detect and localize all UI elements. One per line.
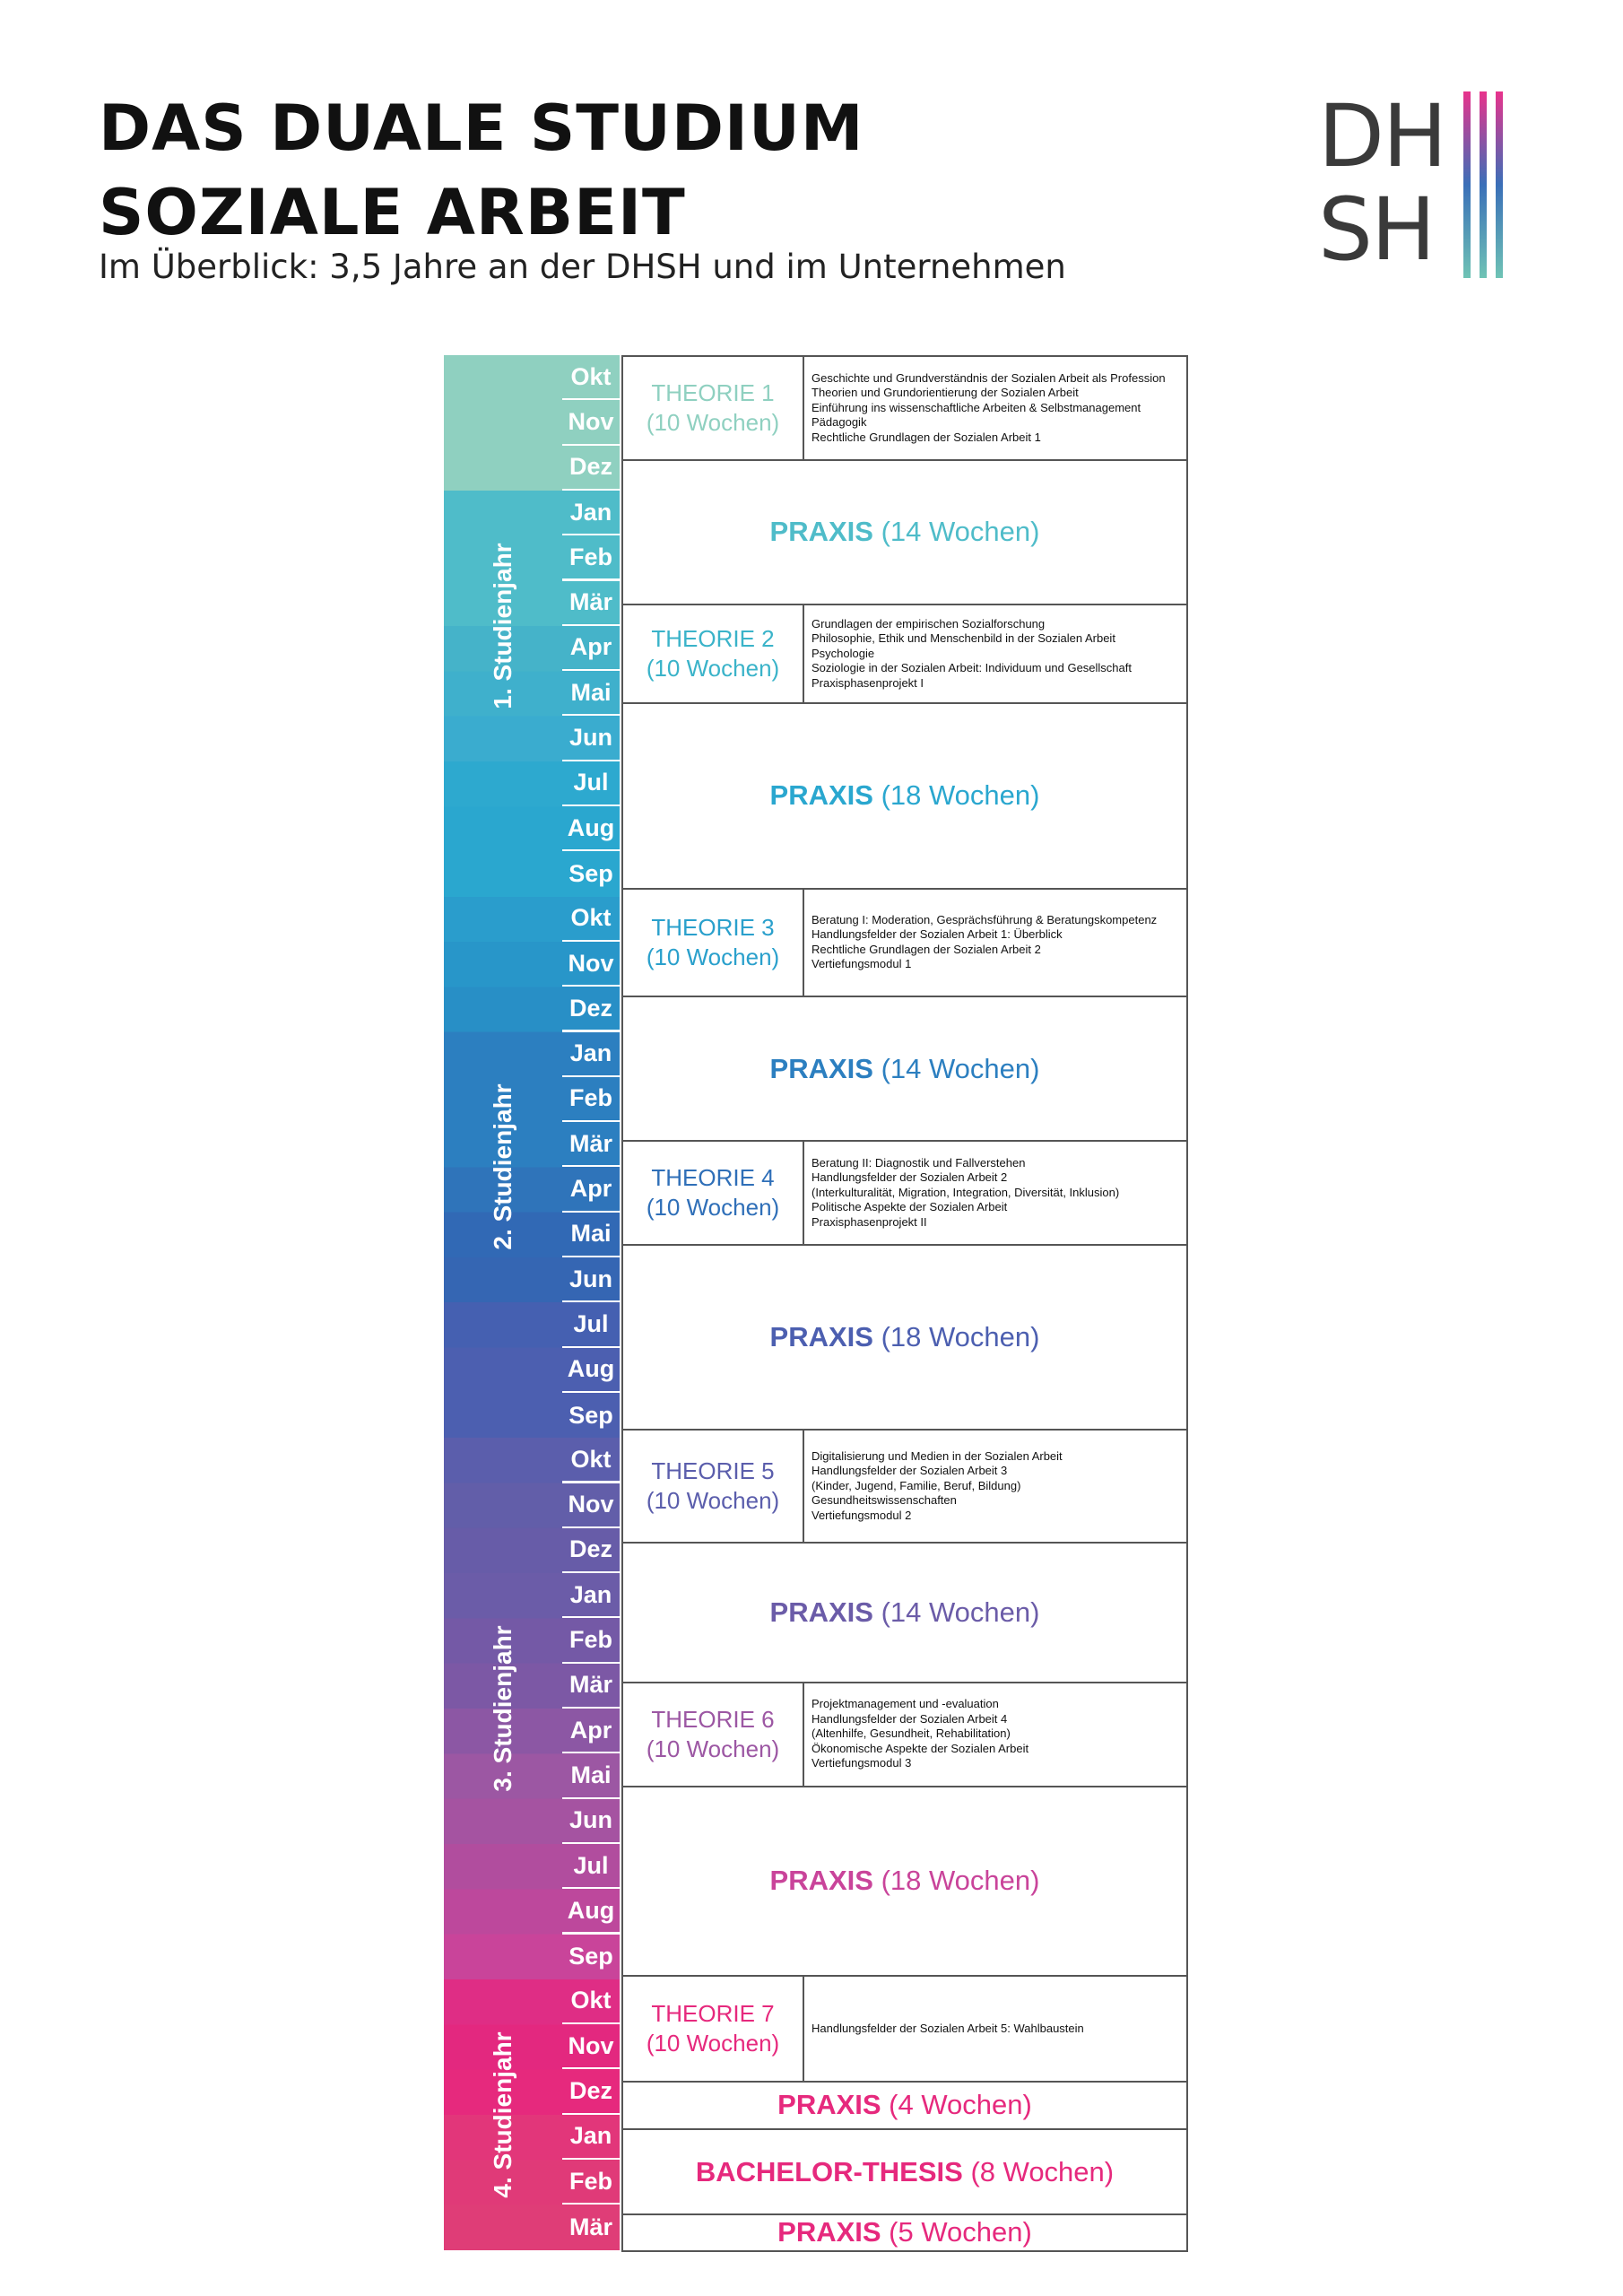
month-label: Mär — [562, 1664, 620, 1709]
phase-duration: (10 Wochen) — [646, 1487, 780, 1514]
month-label: Mai — [562, 1213, 620, 1257]
phase-name: PRAXIS — [777, 2216, 881, 2248]
month-label: Aug — [562, 806, 620, 851]
module-item: Grundlagen der empirischen Sozialforschung — [812, 616, 1046, 631]
phase-duration: (10 Wochen) — [646, 654, 780, 682]
module-item: Psychologie — [812, 646, 875, 660]
praxis-phase — [621, 2213, 1188, 2251]
phase-name: THEORIE 7 — [651, 1999, 775, 2027]
theorie-label — [623, 605, 804, 703]
module-item: Projektmanagement und -evaluation — [812, 1697, 999, 1711]
month-label: Jun — [562, 1799, 620, 1844]
month-label: Jul — [562, 1844, 620, 1889]
module-item: Praxisphasenprojekt II — [812, 1214, 927, 1229]
phase-duration: (10 Wochen) — [646, 943, 780, 970]
month-label: Jan — [562, 491, 620, 535]
praxis-label — [777, 2216, 1032, 2248]
logo-line-2: SH — [1318, 179, 1435, 280]
module-item: Praxisphasenprojekt I — [812, 675, 924, 690]
module-item: Theorien und Grundorientierung der Sozialen Arbeit — [812, 386, 1079, 400]
theorie-label — [623, 1431, 804, 1542]
theorie-label — [623, 357, 804, 459]
theorie-phase — [621, 355, 1188, 461]
phase-name: THEORIE 6 — [651, 1705, 775, 1733]
month-label: Okt — [562, 355, 620, 400]
month-label: Jun — [562, 716, 620, 761]
phase-duration: (10 Wochen) — [646, 2029, 780, 2057]
month-label: Mai — [562, 671, 620, 716]
month-label: Nov — [562, 1483, 620, 1528]
praxis-phase — [621, 702, 1188, 889]
phase-name: PRAXIS — [777, 2089, 881, 2121]
module-item: Soziologie in der Sozialen Arbeit: Individuum und Gesellschaft — [812, 661, 1132, 675]
praxis-label — [770, 516, 1040, 548]
module-list — [803, 1431, 1186, 1542]
module-item: Handlungsfelder der Sozialen Arbeit 2 — [812, 1170, 1008, 1185]
phase-name: PRAXIS — [769, 1865, 873, 1897]
month-label: Jan — [562, 1032, 620, 1077]
module-item: Geschichte und Grundverständnis der Sozialen Arbeit als Profession — [812, 370, 1166, 385]
year-label: 2. Studienjahr — [489, 1083, 516, 1250]
module-list — [803, 1683, 1186, 1786]
theorie-label — [623, 1683, 804, 1786]
module-item: Handlungsfelder der Sozialen Arbeit 3 — [812, 1464, 1008, 1478]
phase-name: BACHELOR-THESIS — [695, 2155, 963, 2187]
module-item: Vertiefungsmodul 3 — [812, 1756, 912, 1770]
theorie-phase — [621, 1140, 1188, 1246]
month-label: Nov — [562, 2024, 620, 2069]
title-line-1: DAS DUALE STUDIUM — [99, 91, 864, 165]
month-label: Apr — [562, 1167, 620, 1212]
phase-duration: (18 Wochen) — [872, 779, 1040, 812]
praxis-label — [696, 2156, 1114, 2188]
phase-name: THEORIE 5 — [651, 1457, 775, 1484]
praxis-label — [770, 1053, 1040, 1085]
month-label: Jan — [562, 2115, 620, 2160]
module-list — [803, 890, 1186, 996]
month-label: Feb — [562, 535, 620, 580]
module-item: Vertiefungsmodul 1 — [812, 957, 912, 971]
module-item: Rechtliche Grundlagen der Sozialen Arbeit 1 — [812, 430, 1041, 444]
phase-name: PRAXIS — [769, 779, 873, 812]
month-label: Sep — [562, 851, 620, 896]
phase-name: PRAXIS — [769, 1321, 873, 1353]
year-label: 1. Studienjahr — [489, 543, 516, 709]
logo-letters — [1318, 86, 1453, 280]
logo-bar-1 — [1463, 91, 1471, 278]
phase-duration: (10 Wochen) — [646, 1735, 780, 1762]
praxis-label — [770, 1321, 1040, 1353]
month-label: Dez — [562, 2069, 620, 2114]
module-item: Beratung I: Moderation, Gesprächsführung & Beratungskompetenz — [812, 912, 1158, 926]
theorie-label — [623, 1977, 804, 2081]
year-band-1 — [444, 355, 562, 897]
praxis-phase — [621, 1542, 1188, 1683]
module-item: Rechtliche Grundlagen der Sozialen Arbeit 2 — [812, 942, 1041, 956]
month-label: Jul — [562, 761, 620, 806]
month-label: Mai — [562, 1753, 620, 1798]
module-item: (Kinder, Jugend, Familie, Beruf, Bildung) — [812, 1478, 1021, 1492]
module-item: Politische Aspekte der Sozialen Arbeit — [812, 1200, 1008, 1214]
phase-name: PRAXIS — [769, 516, 873, 548]
praxis-label — [770, 779, 1040, 812]
module-item: Ökonomische Aspekte der Sozialen Arbeit — [812, 1741, 1029, 1755]
module-list — [803, 357, 1186, 459]
dhsh-logo — [1318, 86, 1515, 287]
praxis-phase — [621, 459, 1188, 605]
month-label: Jan — [562, 1573, 620, 1618]
month-label: Jul — [562, 1302, 620, 1347]
logo-bar-2 — [1480, 91, 1487, 278]
theorie-phase — [621, 1975, 1188, 2083]
phase-duration: (18 Wochen) — [872, 1321, 1040, 1353]
year-label: 3. Studienjahr — [489, 1625, 516, 1792]
theorie-label — [623, 1142, 804, 1244]
title-line-2: SOZIALE ARBEIT — [99, 176, 686, 249]
praxis-phase — [621, 2128, 1188, 2216]
module-item: (Interkulturalität, Migration, Integration, Diversität, Inklusion) — [812, 1185, 1120, 1199]
page-subtitle: Im Überblick: 3,5 Jahre an der DHSH und im Unternehmen — [99, 248, 1066, 286]
praxis-label — [770, 1865, 1040, 1897]
phase-duration: (10 Wochen) — [646, 1194, 780, 1222]
month-label: Feb — [562, 1618, 620, 1663]
month-label: Feb — [562, 2160, 620, 2205]
module-item: Handlungsfelder der Sozialen Arbeit 5: Wahlbaustein — [812, 2021, 1084, 2035]
praxis-label — [777, 2089, 1032, 2121]
schedule-timeline — [444, 355, 1188, 2250]
phase-name: THEORIE 1 — [651, 378, 775, 406]
month-label: Okt — [562, 1438, 620, 1483]
month-label: Mär — [562, 1122, 620, 1167]
module-list — [803, 1142, 1186, 1244]
module-item: Gesundheitswissenschaften — [812, 1493, 957, 1508]
logo-line-1: DH — [1318, 86, 1446, 187]
theorie-label — [623, 890, 804, 996]
phase-duration: (18 Wochen) — [872, 1865, 1040, 1897]
module-item: Vertiefungsmodul 2 — [812, 1508, 912, 1522]
phase-name: PRAXIS — [769, 1052, 873, 1084]
year-band-3 — [444, 1438, 562, 1979]
module-list — [803, 1977, 1186, 2081]
month-label: Mär — [562, 581, 620, 626]
phase-duration: (10 Wochen) — [646, 408, 780, 436]
month-label: Okt — [562, 1979, 620, 2024]
phase-name: THEORIE 3 — [651, 913, 775, 941]
month-label: Aug — [562, 1889, 620, 1934]
month-label: Apr — [562, 626, 620, 671]
month-label: Nov — [562, 942, 620, 987]
praxis-phase — [621, 2081, 1188, 2130]
phase-duration: (4 Wochen) — [881, 2089, 1032, 2121]
module-item: Digitalisierung und Medien in der Sozialen Arbeit — [812, 1448, 1063, 1463]
month-label: Apr — [562, 1709, 620, 1753]
phase-duration: (5 Wochen) — [881, 2216, 1032, 2248]
page-title — [99, 86, 864, 255]
phase-name: THEORIE 2 — [651, 624, 775, 652]
phase-duration: (14 Wochen) — [872, 516, 1040, 548]
month-label: Aug — [562, 1348, 620, 1393]
year-band-2 — [444, 897, 562, 1439]
month-label: Dez — [562, 446, 620, 491]
year-label: 4. Studienjahr — [489, 2031, 516, 2198]
module-item: Handlungsfelder der Sozialen Arbeit 4 — [812, 1711, 1008, 1726]
month-label: Mär — [562, 2205, 620, 2249]
praxis-phase — [621, 1786, 1188, 1977]
module-item: Pädagogik — [812, 415, 867, 430]
theorie-phase — [621, 888, 1188, 998]
month-label: Sep — [562, 1393, 620, 1438]
month-label: Feb — [562, 1077, 620, 1122]
module-item: Handlungsfelder der Sozialen Arbeit 1: Überblick — [812, 927, 1063, 942]
phase-name: THEORIE 4 — [651, 1164, 775, 1192]
month-label: Jun — [562, 1257, 620, 1302]
phase-duration: (14 Wochen) — [872, 1052, 1040, 1084]
month-label: Okt — [562, 897, 620, 942]
theorie-phase — [621, 1682, 1188, 1787]
logo-bar-3 — [1496, 91, 1503, 278]
praxis-phase — [621, 996, 1188, 1142]
module-list — [803, 605, 1186, 703]
month-label: Dez — [562, 1528, 620, 1573]
praxis-label — [770, 1596, 1040, 1629]
module-item: (Altenhilfe, Gesundheit, Rehabilitation) — [812, 1726, 1011, 1741]
month-label: Sep — [562, 1935, 620, 1979]
month-label: Dez — [562, 987, 620, 1031]
praxis-phase — [621, 1244, 1188, 1431]
module-item: Einführung ins wissenschaftliche Arbeiten & Selbstmanagement — [812, 400, 1141, 414]
phase-duration: (14 Wochen) — [872, 1596, 1040, 1628]
phase-duration: (8 Wochen) — [962, 2155, 1115, 2187]
phase-name: PRAXIS — [769, 1596, 873, 1628]
module-item: Philosophie, Ethik und Menschenbild in der Sozialen Arbeit — [812, 631, 1115, 646]
year-band-4 — [444, 1979, 562, 2250]
theorie-phase — [621, 604, 1188, 705]
module-item: Beratung II: Diagnostik und Fallverstehen — [812, 1155, 1026, 1170]
theorie-phase — [621, 1429, 1188, 1544]
month-label: Nov — [562, 400, 620, 445]
